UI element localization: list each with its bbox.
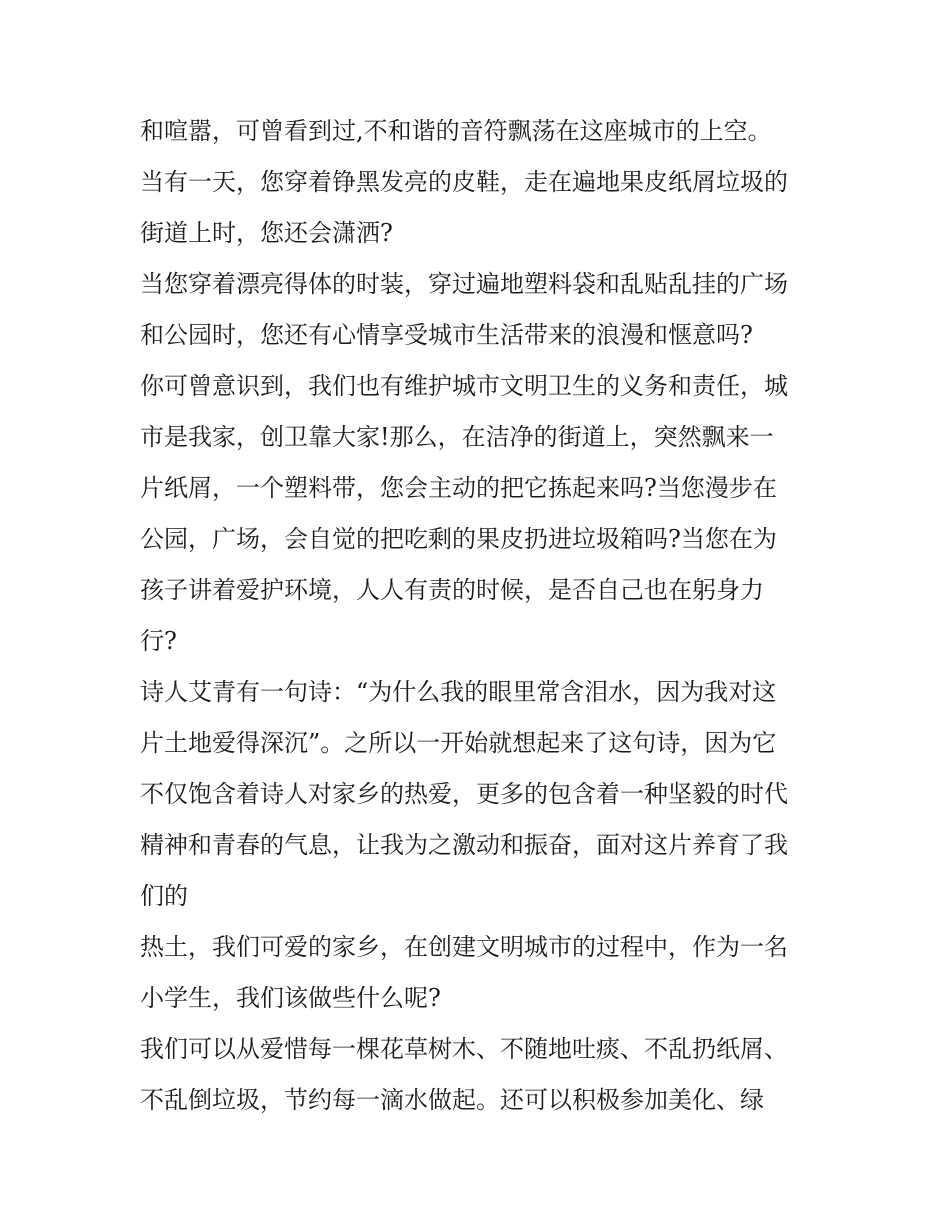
text-line: 当您穿着漂亮得体的时装，穿过遍地塑料袋和乱贴乱挂的广场 xyxy=(140,270,788,298)
text-line: 诗人艾青有一句诗：“为什么我的眼里常含泪水，因为我对这 xyxy=(140,678,777,706)
text-line: 孩子讲着爱护环境，人人有责的时候，是否自己也在躬身力 xyxy=(140,576,764,604)
text-line: 片纸屑，一个塑料带，您会主动的把它拣起来吗?当您漫步在 xyxy=(140,474,777,502)
text-line: 我们可以从爱惜每一棵花草树木、不随地吐痰、不乱扔纸屑、 xyxy=(140,1035,788,1063)
text-line: 不乱倒垃圾，节约每一滴水做起。还可以积极参加美化、绿 xyxy=(140,1086,764,1114)
text-line: 和公园时，您还有心情享受城市生活带来的浪漫和惬意吗? xyxy=(140,321,753,349)
text-line: 当有一天，您穿着铮黑发亮的皮鞋，走在遍地果皮纸屑垃圾的 xyxy=(140,168,788,196)
text-line: 市是我家，创卫靠大家!那么，在洁净的街道上，突然飘来一 xyxy=(140,423,774,451)
text-line: 热土，我们可爱的家乡，在创建文明城市的过程中，作为一名 xyxy=(140,933,788,961)
document-text-body xyxy=(140,106,830,1126)
text-line: 不仅饱含着诗人对家乡的热爱，更多的包含着一种坚毅的时代 xyxy=(140,780,788,808)
text-line: 们的 xyxy=(140,882,188,910)
text-line: 公园，广场，会自觉的把吃剩的果皮扔进垃圾箱吗?当您在为 xyxy=(140,525,777,553)
text-line: 街道上时，您还会潇洒? xyxy=(140,219,393,247)
text-line: 片土地爱得深沉”。之所以一开始就想起来了这句诗，因为它 xyxy=(140,729,777,757)
text-line: 精神和青春的气息，让我为之激动和振奋，面对这片养育了我 xyxy=(140,831,788,859)
text-line: 小学生，我们该做些什么呢? xyxy=(140,984,441,1012)
text-line: 行? xyxy=(140,627,177,655)
text-line: 你可曾意识到，我们也有维护城市文明卫生的义务和责任，城 xyxy=(140,372,788,400)
text-line: 和喧嚣，可曾看到过,不和谐的音符飘荡在这座城市的上空。 xyxy=(140,117,772,145)
